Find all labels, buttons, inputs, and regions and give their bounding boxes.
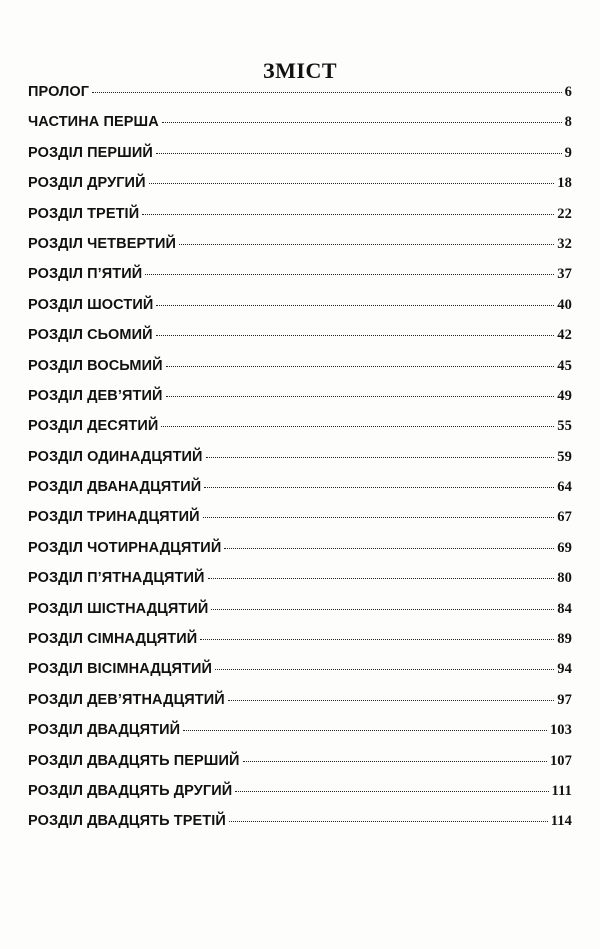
toc-page-number: 49 xyxy=(557,387,572,404)
toc-entry-label: РОЗДІЛ СІМНАДЦЯТИЙ xyxy=(28,631,198,648)
toc-entry xyxy=(28,114,572,144)
toc-dot-leader xyxy=(215,669,554,670)
toc-dot-leader xyxy=(235,791,548,792)
toc-entry-label: РОЗДІЛ ЧОТИРНАДЦЯТИЙ xyxy=(28,539,222,556)
toc-page-number: 42 xyxy=(557,327,572,344)
toc-entry xyxy=(28,479,572,509)
toc-entry xyxy=(28,631,572,661)
toc-entry-label: РОЗДІЛ ТРЕТІЙ xyxy=(28,205,140,222)
toc-dot-leader xyxy=(203,517,555,518)
toc-dot-leader xyxy=(92,92,562,93)
toc-page-number: 103 xyxy=(549,722,572,739)
toc-entry-label: РОЗДІЛ ЧЕТВЕРТИЙ xyxy=(28,235,177,252)
toc-page-number: 9 xyxy=(564,144,572,161)
toc-page-number: 55 xyxy=(557,418,572,435)
toc-page-number: 94 xyxy=(557,661,572,678)
toc-entry-label: РОЗДІЛ ДЕСЯТИЙ xyxy=(28,418,159,435)
toc-dot-leader xyxy=(200,639,554,640)
toc-entry xyxy=(28,661,572,691)
toc-dot-leader xyxy=(183,730,547,731)
toc-page-number: 37 xyxy=(557,266,572,283)
toc-entry-label: РОЗДІЛ ДВАДЦЯТИЙ xyxy=(28,722,181,739)
toc-entry-label: РОЗДІЛ ДРУГИЙ xyxy=(28,175,146,192)
toc-entry-label: РОЗДІЛ ДВАНАДЦЯТИЙ xyxy=(28,479,202,496)
toc-page-number: 18 xyxy=(557,175,572,192)
toc-page-number: 59 xyxy=(557,448,572,465)
toc-dot-leader xyxy=(149,183,555,184)
toc-page-number: 8 xyxy=(564,114,572,131)
toc-entry xyxy=(28,570,572,600)
toc-entry-label: РОЗДІЛ П’ЯТИЙ xyxy=(28,266,143,283)
toc-dot-leader xyxy=(156,335,555,336)
toc-dot-leader xyxy=(156,305,554,306)
toc-dot-leader xyxy=(145,274,554,275)
toc-dot-leader xyxy=(156,153,562,154)
toc-page-number: 97 xyxy=(557,691,572,708)
toc-entry-label: РОЗДІЛ ОДИНАДЦЯТИЙ xyxy=(28,448,203,465)
toc-entry-label: РОЗДІЛ П’ЯТНАДЦЯТИЙ xyxy=(28,570,205,587)
toc-entry-label: ЧАСТИНА ПЕРША xyxy=(28,114,159,131)
toc-entry xyxy=(28,388,572,418)
toc-entry xyxy=(28,236,572,266)
toc-entry xyxy=(28,540,572,570)
toc-entry xyxy=(28,692,572,722)
toc-dot-leader xyxy=(229,821,548,822)
toc-page-number: 22 xyxy=(557,205,572,222)
toc-page-number: 69 xyxy=(557,539,572,556)
toc-dot-leader xyxy=(208,578,555,579)
toc-entry xyxy=(28,327,572,357)
toc-entry-label: РОЗДІЛ ДЕВ’ЯТИЙ xyxy=(28,387,163,404)
toc-dot-leader xyxy=(161,426,554,427)
toc-entry xyxy=(28,418,572,448)
toc-entry xyxy=(28,145,572,175)
table-of-contents xyxy=(28,84,572,844)
toc-page-number: 6 xyxy=(564,84,572,100)
toc-dot-leader xyxy=(243,761,547,762)
toc-entry xyxy=(28,358,572,388)
toc-entry-label: РОЗДІЛ ШІСТНАДЦЯТИЙ xyxy=(28,600,209,617)
toc-entry-label: РОЗДІЛ ПЕРШИЙ xyxy=(28,144,153,161)
toc-entry xyxy=(28,449,572,479)
toc-entry-label: РОЗДІЛ СЬОМИЙ xyxy=(28,327,153,344)
toc-entry xyxy=(28,813,572,843)
toc-page-number: 45 xyxy=(557,357,572,374)
toc-page-number: 114 xyxy=(550,813,572,830)
toc-entry-label: РОЗДІЛ ДВАДЦЯТЬ ПЕРШИЙ xyxy=(28,752,240,769)
toc-dot-leader xyxy=(162,122,562,123)
toc-entry-label: РОЗДІЛ ШОСТИЙ xyxy=(28,296,154,313)
toc-page-number: 84 xyxy=(557,600,572,617)
toc-page-number: 32 xyxy=(557,235,572,252)
toc-entry xyxy=(28,266,572,296)
toc-entry xyxy=(28,206,572,236)
toc-dot-leader xyxy=(166,396,555,397)
toc-entry-label: ПРОЛОГ xyxy=(28,84,90,100)
toc-page-number: 107 xyxy=(549,752,572,769)
toc-entry-label: РОЗДІЛ ДВАДЦЯТЬ ТРЕТІЙ xyxy=(28,813,226,830)
toc-dot-leader xyxy=(206,457,555,458)
toc-dot-leader xyxy=(211,609,554,610)
toc-entry-label: РОЗДІЛ ВІСІМНАДЦЯТИЙ xyxy=(28,661,213,678)
toc-page-number: 40 xyxy=(557,296,572,313)
toc-entry xyxy=(28,722,572,752)
toc-dot-leader xyxy=(179,244,554,245)
page-title: ЗМІСТ xyxy=(263,58,337,83)
toc-dot-leader xyxy=(166,366,555,367)
toc-page-number: 80 xyxy=(557,570,572,587)
toc-page-number: 67 xyxy=(557,509,572,526)
toc-entry xyxy=(28,601,572,631)
toc-entry xyxy=(28,509,572,539)
toc-entry-label: РОЗДІЛ ДВАДЦЯТЬ ДРУГИЙ xyxy=(28,782,233,799)
toc-entry xyxy=(28,84,572,114)
toc-dot-leader xyxy=(204,487,554,488)
toc-dot-leader xyxy=(224,548,554,549)
toc-page-number: 111 xyxy=(551,782,572,799)
toc-entry xyxy=(28,297,572,327)
toc-entry xyxy=(28,783,572,813)
toc-page-number: 64 xyxy=(557,479,572,496)
toc-dot-leader xyxy=(228,700,554,701)
toc-entry-label: РОЗДІЛ ТРИНАДЦЯТИЙ xyxy=(28,509,200,526)
toc-entry xyxy=(28,753,572,783)
toc-dot-leader xyxy=(142,214,554,215)
toc-entry-label: РОЗДІЛ ВОСЬМИЙ xyxy=(28,357,163,374)
toc-entry xyxy=(28,175,572,205)
toc-page-number: 89 xyxy=(557,631,572,648)
toc-entry-label: РОЗДІЛ ДЕВ’ЯТНАДЦЯТИЙ xyxy=(28,691,225,708)
